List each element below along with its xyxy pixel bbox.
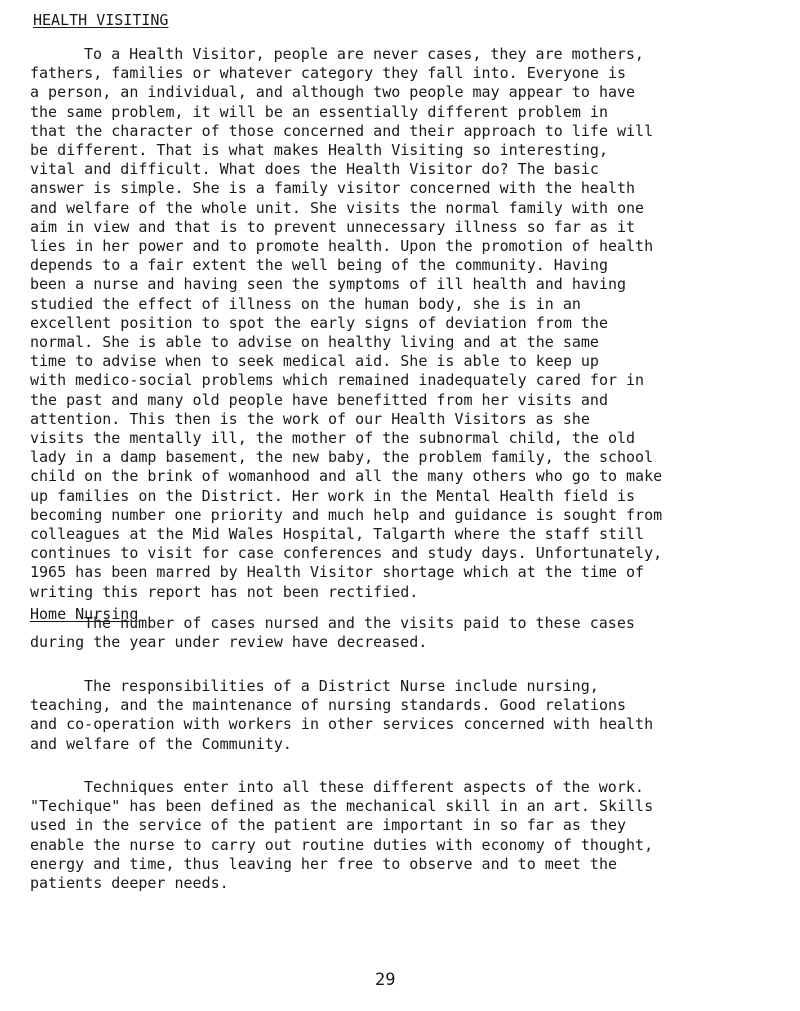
text-line: with medico-social problems which remained inadequately cared for in [30,371,645,390]
text-line: excellent position to spot the early signs of deviation from the [30,313,608,332]
text-line: child on the brink of womanhood and all the many others who go to make [30,467,663,486]
text-line: becoming number one priority and much help and guidance is sought from [30,505,663,524]
text-line: vital and difficult. What does the Health Visitor do? The basic [30,160,599,179]
text-line: used in the service of the patient are important in so far as they [30,816,627,835]
text-line: up families on the District. Her work in the Mental Health field is [30,486,636,505]
text-line: enable the nurse to carry out routine duties with economy of thought, [30,835,654,854]
text-line: The responsibilities of a District Nurse include nursing, [84,677,599,695]
heading-health-visiting: HEALTH VISITING [33,11,169,29]
text-line: and co-operation with workers in other services concerned with health [30,715,654,734]
text-line: that the character of those concerned and their approach to life will [30,121,654,140]
text-line: 1965 has been marred by Health Visitor shortage which at the time of [30,563,645,582]
text-line: Techniques enter into all these different aspects of the work. [84,778,644,796]
text-line: energy and time, thus leaving her free to observe and to meet the [30,854,617,873]
text-line: be different. That is what makes Health Visiting so interesting, [30,141,608,159]
text-line: continues to visit for case conferences and study days. Unfortunately, [30,544,663,563]
text-line: a person, an individual, and although two people may appear to have [30,83,636,102]
text-line: To a Health Visitor, people are never cases, they are mothers, [84,45,644,63]
text-line: fathers, families or whatever category they fall into. Everyone is [30,64,627,83]
text-line: lady in a damp basement, the new baby, the problem family, the school [30,448,654,467]
text-line: answer is simple. She is a family visitor concerned with the health [30,179,636,198]
text-line: patients deeper needs. [30,874,229,892]
text-line: writing this report has not been rectified. [30,582,419,601]
text-line: depends to a fair extent the well being of the community. Having [30,256,608,275]
text-line: during the year under review have decreased. [30,633,428,652]
text-line: visits the mentally ill, the mother of the subnormal child, the old [30,429,636,447]
text-line: the past and many old people have benefitted from her visits and [30,390,608,409]
text-line: normal. She is able to advise on healthy living and at the same [30,333,599,351]
text-line: "Techique" has been defined as the mechanical skill in an art. Skills [30,797,654,816]
text-line: been a nurse and having seen the symptoms of ill health and having [30,275,627,294]
text-line: aim in view and that is to prevent unnecessary illness so far as it [30,217,636,236]
text-line: teaching, and the maintenance of nursing standards. Good relations [30,696,627,715]
text-line: lies in her power and to promote health. Upon the promotion of health [30,237,654,255]
text-line: studied the effect of illness on the human body, she is in an [30,294,581,313]
text-line: attention. This then is the work of our Health Visitors as she [30,409,590,428]
text-line: and welfare of the Community. [30,734,292,753]
page-number: 29 [375,970,396,990]
text-line: and welfare of the whole unit. She visits the normal family with one [30,198,645,217]
text-line: time to advise when to seek medical aid. She is able to keep up [30,352,599,371]
heading-home-nursing: Home Nursing [30,605,139,623]
text-line: The number of cases nursed and the visits paid to these cases [84,614,635,632]
text-line: colleagues at the Mid Wales Hospital, Talgarth where the staff still [30,525,645,543]
text-line: the same problem, it will be an essentially different problem in [30,102,608,121]
